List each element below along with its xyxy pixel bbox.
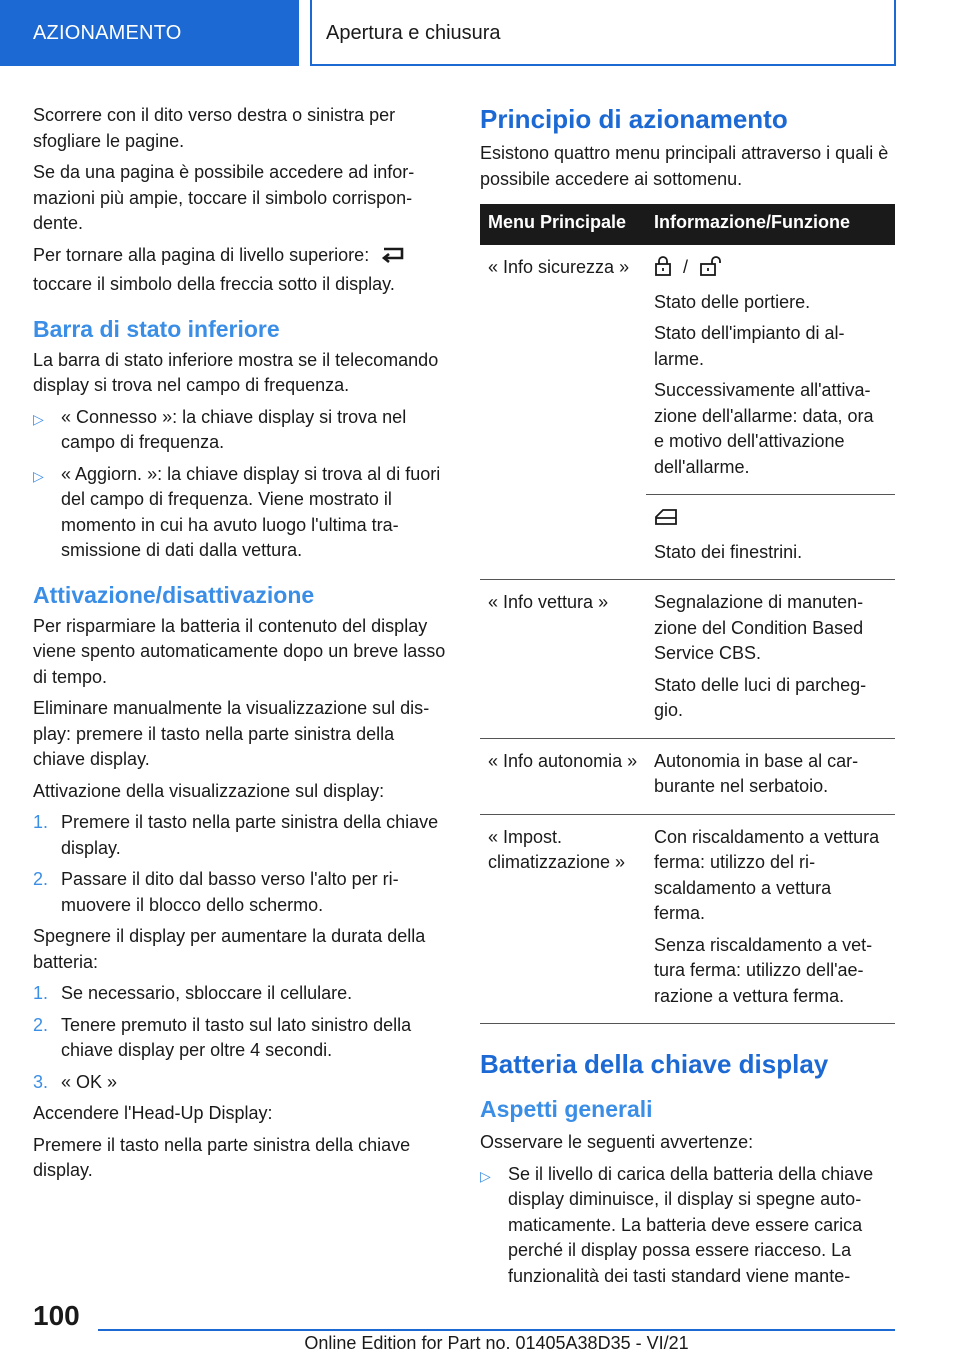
left-column bbox=[33, 103, 448, 1190]
table-header-row bbox=[480, 204, 895, 245]
step-number: 2. bbox=[33, 1014, 49, 1035]
page-number: 100 bbox=[33, 1300, 80, 1331]
menu-table bbox=[480, 204, 895, 1024]
icon-row bbox=[654, 505, 887, 534]
info-line: Stato dei finestrini. bbox=[654, 541, 803, 562]
paragraph: Eliminare manualmente la visualizzazione sul display: premere il tasto nella parte sinistra della chiave display. bbox=[33, 698, 430, 769]
heading-battery: Batteria della chiave display bbox=[480, 1049, 829, 1079]
paragraph bbox=[33, 243, 448, 298]
bullet-triangle-icon: ▷ bbox=[33, 467, 44, 484]
heading-general: Aspetti generali bbox=[480, 1096, 653, 1122]
paragraph: Per risparmiare la batteria il contenuto del display viene spento automaticamente dopo un breve lasso di tempo. bbox=[33, 615, 446, 687]
paragraph: Se da una pagina è possibile accedere ad informazioni più ampie, toccare il simbolo corrispondente. bbox=[33, 162, 415, 233]
paragraph: Premere il tasto nella parte sinistra della chiave display. bbox=[33, 1134, 411, 1180]
icon-row bbox=[654, 255, 887, 284]
step-item bbox=[33, 1070, 448, 1096]
table-row bbox=[480, 738, 895, 814]
info-line: Stato dell'impianto di allarme. bbox=[654, 323, 845, 369]
paragraph: Spegnere il display per aumentare la durata della batteria: bbox=[33, 926, 426, 972]
step-item bbox=[33, 1013, 448, 1064]
list-item-text: « Aggiorn. »: la chiave display si trova al di fuori del campo di frequenza. Viene mostrato il momento in cui ha avuto luogo l'ultima trasmissione di dati dalla vettura. bbox=[61, 463, 441, 560]
table-row bbox=[480, 580, 895, 739]
paragraph: Esistono quattro menu principali attraverso i quali è possibile accedere ai sottomenu. bbox=[480, 143, 889, 189]
paragraph: La barra di stato inferiore mostra se il telecomando display si trova nel campo di frequenza. bbox=[33, 349, 439, 395]
window-icon bbox=[654, 508, 678, 534]
header-section-tab: AZIONAMENTO bbox=[0, 0, 299, 66]
table-header-info: Informazione/Funzione bbox=[646, 204, 895, 245]
icon-separator: / bbox=[683, 257, 689, 277]
info-line: Segnalazione di manutenzione del Condition Based Service CBS. bbox=[654, 592, 864, 663]
step-text: Se necessario, sbloccare il cellulare. bbox=[61, 983, 353, 1003]
bullet-triangle-icon: ▷ bbox=[480, 1167, 491, 1184]
list-item bbox=[33, 405, 448, 456]
footer-divider bbox=[98, 1329, 895, 1331]
table-row bbox=[480, 245, 895, 495]
table-header-menu: Menu Principale bbox=[480, 204, 646, 245]
lock-closed-icon bbox=[654, 256, 672, 284]
table-row bbox=[480, 814, 895, 1024]
bullet-triangle-icon: ▷ bbox=[33, 410, 44, 427]
table-cell-menu: « Info vettura » bbox=[480, 580, 646, 739]
list-item bbox=[480, 1162, 895, 1290]
step-text: Tenere premuto il tasto sul lato sinistro della chiave display per oltre 4 secondi. bbox=[61, 1014, 412, 1060]
lock-open-icon bbox=[699, 256, 725, 284]
table-cell-menu: « Impost. climatizzazione » bbox=[480, 814, 646, 1024]
paragraph: Accendere l'Head-Up Display: bbox=[33, 1103, 273, 1123]
step-number: 1. bbox=[33, 983, 49, 1003]
list-item-text: « Connesso »: la chiave display si trova nel campo di frequenza. bbox=[61, 406, 407, 452]
table-cell-menu: « Info autonomia » bbox=[480, 738, 646, 814]
info-line: Stato delle luci di parcheggio. bbox=[654, 674, 867, 720]
paragraph: Osservare le seguenti avvertenze: bbox=[480, 1132, 754, 1152]
back-arrow-icon bbox=[380, 245, 406, 273]
paragraph: Scorrere con il dito verso destra o sinistra per sfogliare le pagine. bbox=[33, 105, 396, 151]
table-cell-info bbox=[646, 814, 895, 1024]
heading-principle: Principio di azionamento bbox=[480, 104, 788, 134]
step-item bbox=[33, 981, 448, 1007]
header-title: Apertura e chiusura bbox=[310, 0, 896, 66]
step-number: 2. bbox=[33, 869, 49, 889]
step-text: Premere il tasto nella parte sinistra della chiave display. bbox=[61, 812, 439, 858]
step-item bbox=[33, 810, 448, 861]
list-item-text: Se il livello di carica della batteria della chiave display diminuisce, il display si spegne automaticamente. La batteria deve essere carica perché il display possa essere riacceso. La funzionalità dei tasti standard viene mante- bbox=[508, 1163, 874, 1286]
table-cell-info bbox=[646, 580, 895, 739]
right-column bbox=[480, 103, 895, 1295]
list-item bbox=[33, 462, 448, 564]
info-line: Stato delle portiere. bbox=[654, 291, 811, 312]
paragraph: Attivazione della visualizzazione sul display: bbox=[33, 780, 385, 801]
table-cell-menu: « Info sicurezza » bbox=[480, 245, 646, 580]
heading-status-bar: Barra di stato inferiore bbox=[33, 315, 280, 342]
heading-activation: Attivazione/disattivazione bbox=[33, 581, 315, 608]
table-cell-info bbox=[646, 738, 895, 814]
step-number: 3. bbox=[33, 1071, 49, 1092]
info-line: Senza riscaldamento a vettura ferma: utilizzo dell'aerazione a vettura ferma. bbox=[654, 934, 873, 1006]
table-cell-info bbox=[646, 495, 895, 580]
step-text: « OK » bbox=[61, 1071, 118, 1092]
paragraph-text: toccare il simbolo della freccia sotto il display. bbox=[33, 274, 395, 294]
info-line: Successivamente all'attivazione dell'allarme: data, ora e motivo dell'attivazione dell'allarme. bbox=[654, 380, 874, 477]
info-line: Autonomia in base al carburante nel serbatoio. bbox=[654, 750, 859, 796]
step-item bbox=[33, 867, 448, 918]
info-line: Con riscaldamento a vettura ferma: utilizzo del riscaldamento a vettura ferma. bbox=[654, 826, 880, 923]
table-cell-info bbox=[646, 245, 895, 495]
step-number: 1. bbox=[33, 812, 49, 832]
paragraph-text: Per tornare alla pagina di livello superiore: bbox=[33, 244, 370, 265]
step-text: Passare il dito dal basso verso l'alto per rimuovere il blocco dello schermo. bbox=[61, 869, 399, 915]
footer-edition: Online Edition for Part no. 01405A38D35 - VI/21 bbox=[304, 1333, 689, 1353]
